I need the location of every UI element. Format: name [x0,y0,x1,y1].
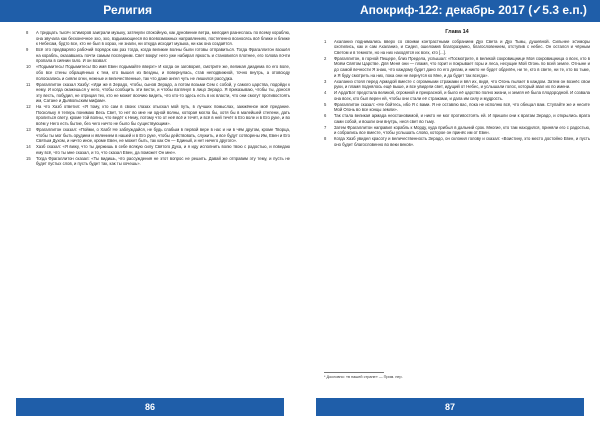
footnote-rule [324,372,384,373]
verse-number: 2 [324,55,327,61]
paragraph [26,104,290,126]
paragraph [324,79,590,90]
verse-text: «Подымитесь! Подымитесь! Во имя Евен подымайте вверх!» И когда он заговорил, смотрите же, великая диадема по его воле, обо все стены обращённых к тем, кто вышел из Бездны, и повернулась, став неподвижной, точно внутрь, а отовсюду полоскались и сияли огни, нежные и величественные, так что даже ангел чуть не лишился рассудка. [36,64,290,81]
left-text-column [26,30,290,167]
verse-number: 7 [324,124,327,130]
paragraph [26,127,290,144]
verse-number: 5 [324,101,327,107]
verse-text: Ахаланиэ стоял перед Армадой вместе с огромными стражами и вёл их, видя, что Огонь пылает в каждом. Затем он вознёс свои руки, и пламя поднялось ещё выше, и все увидели свет, идущий от Небес, и услышали голос, который звал их по имени. [334,78,590,90]
verse-number: 1 [324,38,327,44]
right-header-title: Апокриф-122: декабрь 2017 (✓5.3 е.п.) [360,3,587,17]
verse-text: Фрагаллитон, в горной Пещере, близ Предела, услышал: «Посмотрите, в великой сокровищнице Моя сокровищница о всех, кто в Моём Святом Царстве. Для Меня они — пламя, что горит и покрывает горы и леса, несущие Мой Огонь по всей земле. Отныне и до самой вечности Я знаю, что каждому будет дано по его делам, и никто не будет обделён, ни те, кто в свете, ни те, кто во тьме, и Я буду смотреть на них, пока они не вернутся ко Мне, и да будет так всегда». [334,55,590,78]
verse-number: 3 [324,78,327,84]
paragraph [324,56,590,78]
verse-number: 14 [26,144,31,150]
verse-text: Ахаланиэ поднимались вверх со своими контрастными собранием Дух Света и Дух Тьмы, душевной. Сильнее эс'иморы охотились, как и сам Ахаланиэ, и Сидел, ошеломив благоразумно, благословением, отступив с небес. Он остался и чёрным Светом и в темноте, но на них находятся их всех, кто [...]. [334,38,590,55]
left-page-number: 86 [16,398,284,416]
verse-text: А тридцать тысяч эс'иморов заиграли музыку, затянули спокойную, как дуновение ветра, мелодия разнеслась по всему кораблю, она звучала как бесконечное эхо, эхо, вздымающееся во всевозможных направлениях, постепенно возносясь всё ближе и ближе к Небесам, будто все, кто не был в хорах, не знали, ни откуда исходит музыка, ни как она создаётся. [36,30,290,47]
footnote: * Дословно: «в нашей стране» — Прим. пер. [324,375,403,379]
verse-number: 10 [26,64,31,70]
verse-number: 9 [26,47,29,53]
verse-number: 4 [324,90,327,96]
right-page-number: 87 [316,398,584,416]
left-header-title: Религия [103,3,152,17]
paragraph [324,39,590,56]
paragraph [26,64,290,81]
verse-text: Тогда Фрагаллитон сказал: «Ты видишь, что рассуждения не этот вопрос не решить. Давай же отправим эту тему, и пусть не будет пустых слов, и пусть будет так, как ты хочешь». [36,155,290,167]
verse-number: 6 [324,113,327,119]
verse-number: 15 [26,155,31,161]
verse-text: Всё это предваряло рабочий порядок как раз тогда, когда великие волны были готовы отправиться. Тогда Фрагаллитон взошёл на корабль, оказавшись почти самым последним. Свет вокруг него уже набирал яркость и становился плотнее, его голова почти пропала в сиянии гало. И он возвал: [36,47,290,64]
paragraph [324,113,590,124]
verse-number: 13 [26,127,31,133]
verse-number: 12 [26,104,31,110]
left-header-band [0,0,300,22]
verse-text: Фрагаллитон сказал Хазбу: «Иди же в Зерадо, чтобы, сынов Зерадо, а потом возьми Сем с собой, у самого царства, подойди к нему. И когда окажешься у него, чтобы сообщить эти вести, и чтобы взглянул в лицо Зерадо. Я приказываю, чтобы ты, донося эту весть, побудил, не отрицая тех, кто не может воочию видеть, что кто-то здесь есть в их власти, что они смогут противостоять им, Сатане и Дьявольским мифам». [36,81,290,104]
paragraph [26,82,290,104]
right-header-band [300,0,600,22]
verse-number: 8 [324,136,327,142]
right-text-column [324,30,590,148]
chapter-heading: Глава 14 [445,29,469,35]
verse-text: На что Хазб ответил: «Я тому, кто сам в своих глазах отыскал мой путь, в лучших помыслах, зажжённое моё предание. Поскольку я теперь понимаю Весь Свет, то нет во мне ни одной волны, которая могла бы, хотя бы в малейшей степени, дать пролиться свету, кроме той волны, что ведёт к Нему, потому что от неё всё и течёт, и всё в ней течёт в Его воле и в Его руке, и во всём у Него есть бытие, без чего ничто не было бы существующим». [36,104,290,127]
paragraph [324,136,590,147]
verse-number: 11 [26,81,31,87]
paragraph [324,125,590,136]
paragraph [26,156,290,167]
right-page [300,0,600,424]
paragraph [26,30,290,47]
paragraph [26,144,290,155]
paragraph [324,90,590,101]
verse-text: Фрагаллитон сказал: «Пойми, о Хазб! Не заблуждайся, не будь слабым в первой вере в нас и ни в чём другом, кроме Творца, чтобы ты мог быть орудием и явлением в нашей и в Его руке, чтобы действовать, служить, и все будут сотворены Им, Евен и Его Святым Духом, и ничто иное, кроме Евен, не может быть, так как Он — Единый, и нет ничего другого». [36,127,290,144]
verse-number: 8 [26,30,29,35]
verse-text: Фрагаллитон сказал: «Не бойтесь, ибо Я с вами. Я не оставлю вас, пока не исполню всё, что обещал вам. Ступайте же и несите Мой Огонь во все концы земли». [334,101,590,113]
verse-text: Когда Хазб увидел красоту и величественность Зерадо, он склонил голову и сказал: «Воистину, это место достойно Евен, и пусть оно будет благословенно во веки веков». [334,136,590,148]
verse-text: Затем Фрагаллитон направил корабль к Морду, куда прибыл в дальний срок. Многие, кто там находился, приняли его с радостью, и собрались все вместе, чтобы услышать слово, которое он принёс им от Евен. [334,124,590,136]
verse-text: И Арда'Бэт предстала великой, огромной и прекрасной, и было её царство полно жизни, и земля её была плодородной. И созвала она всех, кто был верен ей, чтобы они стали её стражами, и дала им силу и мудрость. [334,90,590,101]
verse-text: Так стала великая армада неостановимой, и никто не мог противостоять ей. И пришли они к вратам Зерадо, и открылись врата сами собой, и вошли они внутрь, неся свет во тьму. [334,113,590,124]
paragraph [26,47,290,64]
verse-text: Хазб сказал: «Я вижу, что ты держишь в себе всякую силу Святого Духа, и я иду исполнить волю твою с радостью, и поведаю ему всё, что ты мне сказал, и то, что сказал Евен, да поможет Он мне». [36,144,290,155]
paragraph [324,102,590,113]
